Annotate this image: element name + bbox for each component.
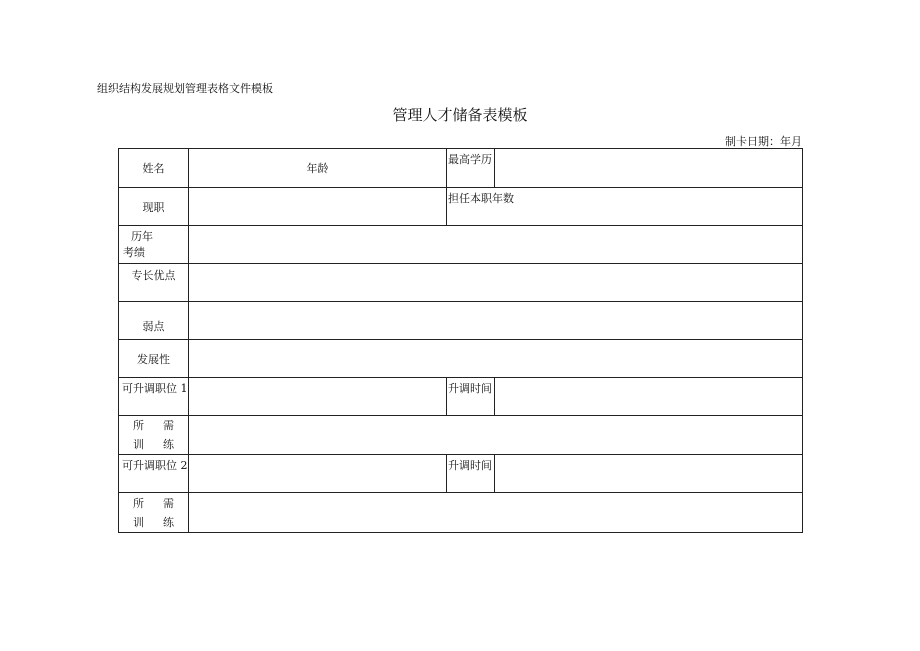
name-label: 姓名: [119, 149, 189, 188]
row-development: [119, 340, 803, 378]
row-training-2: [119, 493, 803, 533]
promotable-1-label: 可升调职位 1: [119, 378, 189, 416]
performance-label-line-1: 历年: [131, 229, 153, 243]
weaknesses-field[interactable]: [189, 302, 803, 340]
row-performance: [119, 226, 803, 264]
row-strengths: [119, 264, 803, 302]
date-label: 制卡日期：年月: [725, 135, 802, 148]
performance-label-line-2: 考绩: [123, 245, 145, 259]
development-label: 发展性: [119, 340, 189, 378]
row-name: [119, 149, 803, 188]
row-weaknesses: [119, 302, 803, 340]
training-1-label: [119, 416, 189, 455]
strengths-field[interactable]: [189, 264, 803, 302]
row-promotable-2: [119, 455, 803, 493]
training-1-field[interactable]: [189, 416, 803, 455]
training-2-label: [119, 493, 189, 533]
promotion-time-1-label: 升调时间: [447, 378, 495, 416]
training-2-char-1: 所: [133, 496, 144, 510]
training-2-line-1: [119, 494, 188, 513]
row-current-position: [119, 188, 803, 226]
training-2-char-2: 需: [163, 496, 174, 510]
training-2-line-2: [119, 513, 188, 532]
training-1-char-2: 需: [163, 419, 174, 432]
training-1-char-4: 练: [163, 438, 174, 451]
document-subtitle: 组织结构发展规划管理表格文件模板: [97, 82, 273, 95]
promotable-1-field[interactable]: [189, 378, 447, 416]
current-position-field[interactable]: [189, 188, 447, 226]
training-1-char-1: 所: [133, 419, 144, 432]
current-position-label: 现职: [119, 188, 189, 226]
age-label: 年龄: [189, 149, 447, 188]
education-label: 最高学历: [447, 149, 495, 188]
weaknesses-label: 弱点: [119, 302, 189, 340]
training-1-line-1: [119, 416, 188, 435]
training-1-line-2: [119, 435, 188, 454]
strengths-label: 专长优点: [119, 264, 189, 302]
talent-reserve-form: [118, 148, 803, 533]
development-field[interactable]: [189, 340, 803, 378]
training-2-field[interactable]: [189, 493, 803, 533]
promotion-time-2-label: 升调时间: [447, 455, 495, 493]
performance-label: [119, 226, 189, 264]
promotable-2-label: 可升调职位 2: [119, 455, 189, 493]
training-2-char-3: 训: [133, 515, 144, 529]
training-2-char-4: 练: [163, 515, 174, 529]
training-1-char-3: 训: [133, 438, 144, 451]
education-field[interactable]: [495, 149, 803, 188]
document-title: 管理人才储备表模板: [392, 106, 528, 124]
row-promotable-1: [119, 378, 803, 416]
row-training-1: [119, 416, 803, 455]
years-in-position-label: 担任本职年数: [447, 188, 803, 226]
performance-field[interactable]: [189, 226, 803, 264]
promotable-2-field[interactable]: [189, 455, 447, 493]
promotion-time-2-field[interactable]: [495, 455, 803, 493]
promotion-time-1-field[interactable]: [495, 378, 803, 416]
